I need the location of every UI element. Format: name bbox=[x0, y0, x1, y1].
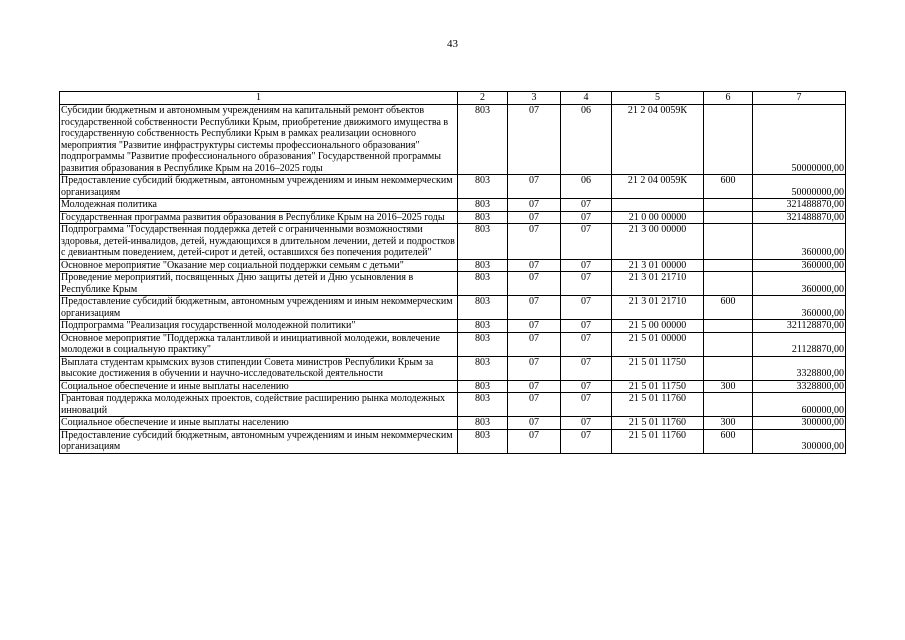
row-name: Предоставление субсидий бюджетным, автономным учреждениям и иным некоммерческим организациям bbox=[60, 296, 458, 320]
column-header: 1 bbox=[60, 92, 458, 105]
cell-subsection: 07 bbox=[561, 211, 612, 224]
cell-expense-type bbox=[704, 259, 753, 272]
cell-subsection: 07 bbox=[561, 380, 612, 393]
table-row bbox=[60, 259, 846, 272]
cell-ministry: 803 bbox=[458, 356, 508, 380]
cell-amount: 21128870,00 bbox=[753, 332, 846, 356]
cell-expense-type: 300 bbox=[704, 380, 753, 393]
cell-expense-type bbox=[704, 393, 753, 417]
table-row bbox=[60, 332, 846, 356]
cell-amount: 50000000,00 bbox=[753, 105, 846, 175]
row-name: Молодежная политика bbox=[60, 199, 458, 212]
cell-ministry: 803 bbox=[458, 332, 508, 356]
column-header: 4 bbox=[561, 92, 612, 105]
cell-ministry: 803 bbox=[458, 105, 508, 175]
cell-section: 07 bbox=[508, 211, 561, 224]
cell-subsection: 07 bbox=[561, 224, 612, 260]
cell-ministry: 803 bbox=[458, 417, 508, 430]
cell-subsection: 07 bbox=[561, 356, 612, 380]
cell-section: 07 bbox=[508, 332, 561, 356]
cell-ministry: 803 bbox=[458, 320, 508, 333]
budget-table bbox=[59, 91, 846, 454]
cell-amount: 300000,00 bbox=[753, 429, 846, 453]
cell-target-code: 21 0 00 00000 bbox=[612, 211, 704, 224]
cell-ministry: 803 bbox=[458, 175, 508, 199]
cell-expense-type bbox=[704, 356, 753, 380]
cell-section: 07 bbox=[508, 320, 561, 333]
cell-amount: 360000,00 bbox=[753, 259, 846, 272]
cell-section: 07 bbox=[508, 429, 561, 453]
cell-target-code: 21 3 00 00000 bbox=[612, 224, 704, 260]
cell-section: 07 bbox=[508, 105, 561, 175]
header-row bbox=[60, 92, 846, 105]
row-name: Государственная программа развития образования в Республике Крым на 2016–2025 годы bbox=[60, 211, 458, 224]
column-header: 6 bbox=[704, 92, 753, 105]
cell-expense-type bbox=[704, 199, 753, 212]
cell-target-code: 21 5 01 11750 bbox=[612, 356, 704, 380]
page-number: 43 bbox=[447, 38, 458, 50]
table-row bbox=[60, 356, 846, 380]
cell-subsection: 07 bbox=[561, 429, 612, 453]
cell-section: 07 bbox=[508, 199, 561, 212]
column-header: 2 bbox=[458, 92, 508, 105]
cell-subsection: 07 bbox=[561, 272, 612, 296]
table-row bbox=[60, 429, 846, 453]
cell-expense-type: 300 bbox=[704, 417, 753, 430]
table-row bbox=[60, 417, 846, 430]
cell-amount: 321488870,00 bbox=[753, 199, 846, 212]
cell-ministry: 803 bbox=[458, 259, 508, 272]
cell-expense-type bbox=[704, 211, 753, 224]
cell-ministry: 803 bbox=[458, 393, 508, 417]
cell-section: 07 bbox=[508, 175, 561, 199]
cell-expense-type: 600 bbox=[704, 429, 753, 453]
cell-amount: 50000000,00 bbox=[753, 175, 846, 199]
cell-amount: 3328800,00 bbox=[753, 356, 846, 380]
row-name: Основное мероприятие "Поддержка талантливой и инициативной молодежи, вовлечение молодежи в социальную практику" bbox=[60, 332, 458, 356]
cell-expense-type bbox=[704, 105, 753, 175]
table-row bbox=[60, 380, 846, 393]
table-row bbox=[60, 393, 846, 417]
cell-target-code: 21 5 01 11760 bbox=[612, 429, 704, 453]
column-header: 5 bbox=[612, 92, 704, 105]
cell-expense-type: 600 bbox=[704, 175, 753, 199]
table-row bbox=[60, 224, 846, 260]
cell-ministry: 803 bbox=[458, 199, 508, 212]
cell-subsection: 07 bbox=[561, 199, 612, 212]
cell-target-code: 21 5 01 00000 bbox=[612, 332, 704, 356]
row-name: Субсидии бюджетным и автономным учреждениям на капитальный ремонт объектов государственной собственности Республики Крым, приобретение движимого имущества в государственную собственность Республики Крым в рамках реализации основного мероприятия "Развитие инфраструктуры системы профессионального образования" подпрограммы "Развитие профессионального образования" Государственной программы развития образования в Республике Крым на 2016–2025 годы bbox=[60, 105, 458, 175]
cell-ministry: 803 bbox=[458, 224, 508, 260]
cell-section: 07 bbox=[508, 356, 561, 380]
cell-target-code: 21 2 04 0059К bbox=[612, 175, 704, 199]
cell-section: 07 bbox=[508, 259, 561, 272]
table-row bbox=[60, 211, 846, 224]
cell-amount: 3328800,00 bbox=[753, 380, 846, 393]
cell-expense-type bbox=[704, 332, 753, 356]
cell-target-code bbox=[612, 199, 704, 212]
cell-section: 07 bbox=[508, 393, 561, 417]
row-name: Основное мероприятие "Оказание мер социальной поддержки семьям с детьми" bbox=[60, 259, 458, 272]
cell-amount: 600000,00 bbox=[753, 393, 846, 417]
cell-ministry: 803 bbox=[458, 429, 508, 453]
cell-amount: 321128870,00 bbox=[753, 320, 846, 333]
cell-target-code: 21 5 01 11750 bbox=[612, 380, 704, 393]
cell-target-code: 21 2 04 0059К bbox=[612, 105, 704, 175]
cell-ministry: 803 bbox=[458, 296, 508, 320]
cell-section: 07 bbox=[508, 296, 561, 320]
row-name: Подпрограмма "Реализация государственной молодежной политики" bbox=[60, 320, 458, 333]
row-name: Грантовая поддержка молодежных проектов, содействие расширению рынка молодежных инноваций bbox=[60, 393, 458, 417]
cell-target-code: 21 3 01 00000 bbox=[612, 259, 704, 272]
row-name: Социальное обеспечение и иные выплаты населению bbox=[60, 380, 458, 393]
cell-subsection: 07 bbox=[561, 417, 612, 430]
cell-expense-type: 600 bbox=[704, 296, 753, 320]
cell-subsection: 07 bbox=[561, 296, 612, 320]
cell-ministry: 803 bbox=[458, 272, 508, 296]
cell-target-code: 21 5 01 11760 bbox=[612, 417, 704, 430]
row-name: Проведение мероприятий, посвященных Дню защиты детей и Дню усыновления в Республике Крым bbox=[60, 272, 458, 296]
cell-ministry: 803 bbox=[458, 380, 508, 393]
cell-subsection: 06 bbox=[561, 175, 612, 199]
cell-amount: 321488870,00 bbox=[753, 211, 846, 224]
cell-subsection: 07 bbox=[561, 332, 612, 356]
cell-amount: 360000,00 bbox=[753, 224, 846, 260]
cell-target-code: 21 3 01 21710 bbox=[612, 272, 704, 296]
row-name: Выплата студентам крымских вузов стипендии Совета министров Республики Крым за высокие достижения в обучении и научно-исследовательской деятельности bbox=[60, 356, 458, 380]
cell-amount: 360000,00 bbox=[753, 296, 846, 320]
table-row bbox=[60, 296, 846, 320]
cell-subsection: 07 bbox=[561, 393, 612, 417]
cell-expense-type bbox=[704, 224, 753, 260]
column-header: 7 bbox=[753, 92, 846, 105]
table-row bbox=[60, 320, 846, 333]
cell-target-code: 21 5 01 11760 bbox=[612, 393, 704, 417]
table-row bbox=[60, 199, 846, 212]
cell-section: 07 bbox=[508, 272, 561, 296]
cell-target-code: 21 5 00 00000 bbox=[612, 320, 704, 333]
row-name: Подпрограмма "Государственная поддержка детей с ограниченными возможностями здоровья, детей-инвалидов, детей, нуждающихся в длительном лечении, детей и подростков с девиантным поведением, детей-сирот и детей, оставшихся без попечения родителей" bbox=[60, 224, 458, 260]
cell-amount: 360000,00 bbox=[753, 272, 846, 296]
cell-subsection: 06 bbox=[561, 105, 612, 175]
row-name: Социальное обеспечение и иные выплаты населению bbox=[60, 417, 458, 430]
cell-expense-type bbox=[704, 272, 753, 296]
cell-ministry: 803 bbox=[458, 211, 508, 224]
cell-expense-type bbox=[704, 320, 753, 333]
table-row bbox=[60, 105, 846, 175]
cell-subsection: 07 bbox=[561, 259, 612, 272]
column-header: 3 bbox=[508, 92, 561, 105]
cell-section: 07 bbox=[508, 224, 561, 260]
table-row bbox=[60, 272, 846, 296]
cell-amount: 300000,00 bbox=[753, 417, 846, 430]
cell-section: 07 bbox=[508, 417, 561, 430]
cell-subsection: 07 bbox=[561, 320, 612, 333]
cell-section: 07 bbox=[508, 380, 561, 393]
table-row bbox=[60, 175, 846, 199]
row-name: Предоставление субсидий бюджетным, автономным учреждениям и иным некоммерческим организациям bbox=[60, 175, 458, 199]
row-name: Предоставление субсидий бюджетным, автономным учреждениям и иным некоммерческим организациям bbox=[60, 429, 458, 453]
cell-target-code: 21 3 01 21710 bbox=[612, 296, 704, 320]
